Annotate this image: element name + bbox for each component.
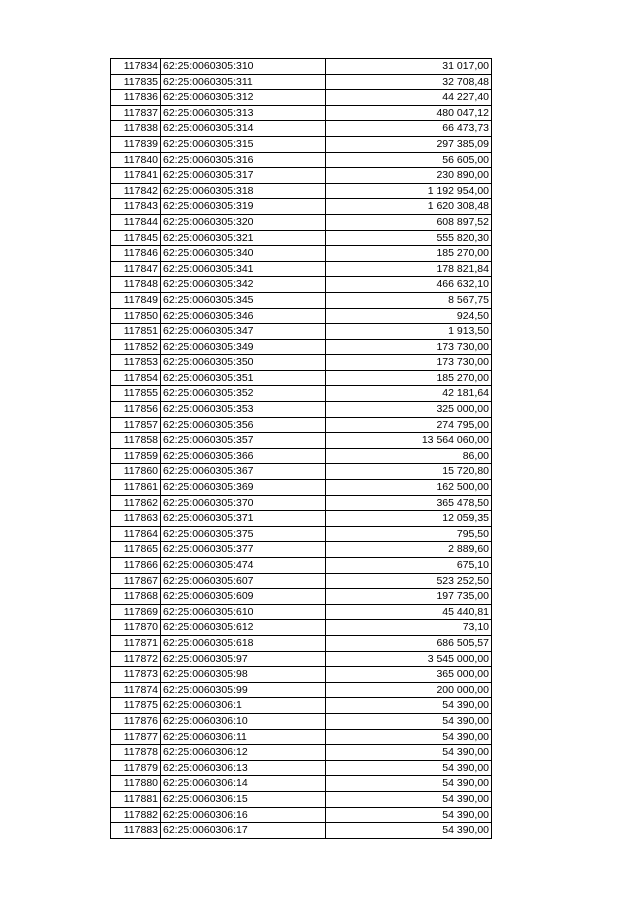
cadastral-number-cell: 62:25:0060305:356 bbox=[161, 417, 326, 433]
cadastral-value-cell: 32 708,48 bbox=[326, 74, 492, 90]
row-id-cell: 117860 bbox=[111, 464, 161, 480]
cadastral-number-cell: 62:25:0060306:16 bbox=[161, 807, 326, 823]
cadastral-value-cell: 66 473,73 bbox=[326, 121, 492, 137]
table-row bbox=[111, 620, 492, 636]
cadastral-value-cell: 54 390,00 bbox=[326, 729, 492, 745]
cadastral-value-cell: 162 500,00 bbox=[326, 480, 492, 496]
cadastral-number-cell: 62:25:0060305:357 bbox=[161, 433, 326, 449]
table-row bbox=[111, 214, 492, 230]
cadastral-value-cell: 86,00 bbox=[326, 448, 492, 464]
cadastral-number-cell: 62:25:0060305:316 bbox=[161, 152, 326, 168]
cadastral-value-cell: 1 620 308,48 bbox=[326, 199, 492, 215]
cadastral-value-cell: 54 390,00 bbox=[326, 776, 492, 792]
table-row bbox=[111, 573, 492, 589]
cadastral-number-cell: 62:25:0060305:352 bbox=[161, 386, 326, 402]
cadastral-value-cell: 3 545 000,00 bbox=[326, 651, 492, 667]
cadastral-number-cell: 62:25:0060306:11 bbox=[161, 729, 326, 745]
row-id-cell: 117876 bbox=[111, 713, 161, 729]
cadastral-number-cell: 62:25:0060306:15 bbox=[161, 791, 326, 807]
table-row bbox=[111, 745, 492, 761]
cadastral-value-cell: 15 720,80 bbox=[326, 464, 492, 480]
table-row bbox=[111, 667, 492, 683]
row-id-cell: 117858 bbox=[111, 433, 161, 449]
cadastral-value-cell: 13 564 060,00 bbox=[326, 433, 492, 449]
table-row bbox=[111, 604, 492, 620]
table-row bbox=[111, 729, 492, 745]
table-row bbox=[111, 90, 492, 106]
cadastral-value-cell: 1 192 954,00 bbox=[326, 183, 492, 199]
cadastral-value-cell: 675,10 bbox=[326, 558, 492, 574]
cadastral-value-cell: 185 270,00 bbox=[326, 246, 492, 262]
cadastral-number-cell: 62:25:0060305:612 bbox=[161, 620, 326, 636]
cadastral-value-cell: 297 385,09 bbox=[326, 136, 492, 152]
row-id-cell: 117880 bbox=[111, 776, 161, 792]
row-id-cell: 117841 bbox=[111, 168, 161, 184]
cadastral-value-cell: 56 605,00 bbox=[326, 152, 492, 168]
table-row bbox=[111, 402, 492, 418]
cadastral-value-cell: 200 000,00 bbox=[326, 682, 492, 698]
row-id-cell: 117868 bbox=[111, 589, 161, 605]
cadastral-number-cell: 62:25:0060305:315 bbox=[161, 136, 326, 152]
table-row bbox=[111, 261, 492, 277]
cadastral-value-cell: 480 047,12 bbox=[326, 105, 492, 121]
row-id-cell: 117834 bbox=[111, 59, 161, 75]
row-id-cell: 117863 bbox=[111, 511, 161, 527]
cadastral-number-cell: 62:25:0060305:351 bbox=[161, 370, 326, 386]
table-row bbox=[111, 183, 492, 199]
cadastral-value-cell: 686 505,57 bbox=[326, 635, 492, 651]
table-row bbox=[111, 511, 492, 527]
cadastral-number-cell: 62:25:0060305:99 bbox=[161, 682, 326, 698]
row-id-cell: 117851 bbox=[111, 324, 161, 340]
row-id-cell: 117875 bbox=[111, 698, 161, 714]
row-id-cell: 117842 bbox=[111, 183, 161, 199]
cadastral-number-cell: 62:25:0060305:353 bbox=[161, 402, 326, 418]
row-id-cell: 117845 bbox=[111, 230, 161, 246]
row-id-cell: 117836 bbox=[111, 90, 161, 106]
cadastral-value-cell: 54 390,00 bbox=[326, 745, 492, 761]
cadastral-value-cell: 42 181,64 bbox=[326, 386, 492, 402]
cadastral-number-cell: 62:25:0060305:371 bbox=[161, 511, 326, 527]
row-id-cell: 117864 bbox=[111, 526, 161, 542]
row-id-cell: 117840 bbox=[111, 152, 161, 168]
cadastral-number-cell: 62:25:0060305:610 bbox=[161, 604, 326, 620]
cadastral-number-cell: 62:25:0060305:314 bbox=[161, 121, 326, 137]
cadastral-number-cell: 62:25:0060305:342 bbox=[161, 277, 326, 293]
cadastral-number-cell: 62:25:0060306:1 bbox=[161, 698, 326, 714]
row-id-cell: 117835 bbox=[111, 74, 161, 90]
table-row bbox=[111, 542, 492, 558]
row-id-cell: 117846 bbox=[111, 246, 161, 262]
row-id-cell: 117859 bbox=[111, 448, 161, 464]
cadastral-value-cell: 325 000,00 bbox=[326, 402, 492, 418]
cadastral-value-cell: 54 390,00 bbox=[326, 807, 492, 823]
cadastral-value-cell: 924,50 bbox=[326, 308, 492, 324]
table-row bbox=[111, 464, 492, 480]
table-row bbox=[111, 713, 492, 729]
row-id-cell: 117866 bbox=[111, 558, 161, 574]
row-id-cell: 117839 bbox=[111, 136, 161, 152]
cadastral-number-cell: 62:25:0060305:98 bbox=[161, 667, 326, 683]
table-row bbox=[111, 246, 492, 262]
table-body bbox=[111, 59, 492, 839]
row-id-cell: 117850 bbox=[111, 308, 161, 324]
table-row bbox=[111, 230, 492, 246]
row-id-cell: 117837 bbox=[111, 105, 161, 121]
cadastral-number-cell: 62:25:0060305:341 bbox=[161, 261, 326, 277]
table-row bbox=[111, 59, 492, 75]
row-id-cell: 117867 bbox=[111, 573, 161, 589]
cadastral-number-cell: 62:25:0060305:310 bbox=[161, 59, 326, 75]
cadastral-value-cell: 2 889,60 bbox=[326, 542, 492, 558]
table-row bbox=[111, 168, 492, 184]
table-row bbox=[111, 339, 492, 355]
cadastral-value-cell: 365 000,00 bbox=[326, 667, 492, 683]
cadastral-number-cell: 62:25:0060306:14 bbox=[161, 776, 326, 792]
table-row bbox=[111, 152, 492, 168]
cadastral-number-cell: 62:25:0060305:349 bbox=[161, 339, 326, 355]
row-id-cell: 117856 bbox=[111, 402, 161, 418]
row-id-cell: 117853 bbox=[111, 355, 161, 371]
cadastral-number-cell: 62:25:0060305:319 bbox=[161, 199, 326, 215]
cadastral-value-cell: 45 440,81 bbox=[326, 604, 492, 620]
row-id-cell: 117854 bbox=[111, 370, 161, 386]
row-id-cell: 117881 bbox=[111, 791, 161, 807]
cadastral-number-cell: 62:25:0060305:317 bbox=[161, 168, 326, 184]
row-id-cell: 117861 bbox=[111, 480, 161, 496]
row-id-cell: 117879 bbox=[111, 760, 161, 776]
table-row bbox=[111, 776, 492, 792]
row-id-cell: 117862 bbox=[111, 495, 161, 511]
table-row bbox=[111, 698, 492, 714]
cadastral-value-cell: 466 632,10 bbox=[326, 277, 492, 293]
row-id-cell: 117852 bbox=[111, 339, 161, 355]
table-row bbox=[111, 74, 492, 90]
cadastral-value-cell: 54 390,00 bbox=[326, 698, 492, 714]
row-id-cell: 117883 bbox=[111, 823, 161, 839]
cadastral-number-cell: 62:25:0060305:370 bbox=[161, 495, 326, 511]
table-row bbox=[111, 386, 492, 402]
table-row bbox=[111, 823, 492, 839]
cadastral-value-cell: 44 227,40 bbox=[326, 90, 492, 106]
cadastral-number-cell: 62:25:0060306:13 bbox=[161, 760, 326, 776]
cadastral-number-cell: 62:25:0060305:375 bbox=[161, 526, 326, 542]
cadastral-value-cell: 173 730,00 bbox=[326, 339, 492, 355]
row-id-cell: 117873 bbox=[111, 667, 161, 683]
cadastral-value-cell: 12 059,35 bbox=[326, 511, 492, 527]
cadastral-value-cell: 230 890,00 bbox=[326, 168, 492, 184]
table-row bbox=[111, 308, 492, 324]
cadastral-value-cell: 523 252,50 bbox=[326, 573, 492, 589]
cadastral-number-cell: 62:25:0060305:97 bbox=[161, 651, 326, 667]
row-id-cell: 117855 bbox=[111, 386, 161, 402]
cadastral-number-cell: 62:25:0060306:10 bbox=[161, 713, 326, 729]
row-id-cell: 117874 bbox=[111, 682, 161, 698]
table-row bbox=[111, 651, 492, 667]
cadastral-number-cell: 62:25:0060305:312 bbox=[161, 90, 326, 106]
cadastral-number-cell: 62:25:0060305:377 bbox=[161, 542, 326, 558]
table-row bbox=[111, 277, 492, 293]
cadastral-number-cell: 62:25:0060306:17 bbox=[161, 823, 326, 839]
cadastral-number-cell: 62:25:0060305:320 bbox=[161, 214, 326, 230]
cadastral-number-cell: 62:25:0060305:340 bbox=[161, 246, 326, 262]
row-id-cell: 117843 bbox=[111, 199, 161, 215]
row-id-cell: 117848 bbox=[111, 277, 161, 293]
row-id-cell: 117847 bbox=[111, 261, 161, 277]
cadastral-value-cell: 1 913,50 bbox=[326, 324, 492, 340]
cadastral-number-cell: 62:25:0060305:318 bbox=[161, 183, 326, 199]
cadastral-value-cell: 178 821,84 bbox=[326, 261, 492, 277]
row-id-cell: 117844 bbox=[111, 214, 161, 230]
row-id-cell: 117865 bbox=[111, 542, 161, 558]
table-row bbox=[111, 370, 492, 386]
table-row bbox=[111, 558, 492, 574]
row-id-cell: 117882 bbox=[111, 807, 161, 823]
cadastral-value-cell: 54 390,00 bbox=[326, 791, 492, 807]
cadastral-value-cell: 185 270,00 bbox=[326, 370, 492, 386]
cadastral-value-cell: 365 478,50 bbox=[326, 495, 492, 511]
table-row bbox=[111, 292, 492, 308]
row-id-cell: 117838 bbox=[111, 121, 161, 137]
table-row bbox=[111, 480, 492, 496]
cadastral-number-cell: 62:25:0060305:313 bbox=[161, 105, 326, 121]
table-row bbox=[111, 355, 492, 371]
cadastral-value-cell: 31 017,00 bbox=[326, 59, 492, 75]
table-row bbox=[111, 589, 492, 605]
cadastral-number-cell: 62:25:0060305:346 bbox=[161, 308, 326, 324]
cadastral-value-cell: 73,10 bbox=[326, 620, 492, 636]
table-row bbox=[111, 807, 492, 823]
row-id-cell: 117872 bbox=[111, 651, 161, 667]
cadastral-number-cell: 62:25:0060305:618 bbox=[161, 635, 326, 651]
table-row bbox=[111, 791, 492, 807]
table-row bbox=[111, 433, 492, 449]
table-row bbox=[111, 136, 492, 152]
cadastral-value-cell: 54 390,00 bbox=[326, 713, 492, 729]
table-row bbox=[111, 121, 492, 137]
cadastral-value-cell: 54 390,00 bbox=[326, 760, 492, 776]
cadastral-value-cell: 173 730,00 bbox=[326, 355, 492, 371]
cadastral-value-cell: 54 390,00 bbox=[326, 823, 492, 839]
cadastral-value-cell: 274 795,00 bbox=[326, 417, 492, 433]
table-row bbox=[111, 760, 492, 776]
table-row bbox=[111, 448, 492, 464]
cadastral-number-cell: 62:25:0060305:367 bbox=[161, 464, 326, 480]
cadastral-number-cell: 62:25:0060305:345 bbox=[161, 292, 326, 308]
cadastral-number-cell: 62:25:0060305:366 bbox=[161, 448, 326, 464]
row-id-cell: 117871 bbox=[111, 635, 161, 651]
cadastral-number-cell: 62:25:0060305:350 bbox=[161, 355, 326, 371]
row-id-cell: 117849 bbox=[111, 292, 161, 308]
row-id-cell: 117869 bbox=[111, 604, 161, 620]
table-row bbox=[111, 324, 492, 340]
cadastral-value-cell: 197 735,00 bbox=[326, 589, 492, 605]
table-row bbox=[111, 199, 492, 215]
cadastral-value-cell: 795,50 bbox=[326, 526, 492, 542]
cadastral-number-cell: 62:25:0060305:609 bbox=[161, 589, 326, 605]
cadastral-number-cell: 62:25:0060305:311 bbox=[161, 74, 326, 90]
table-row bbox=[111, 635, 492, 651]
table-row bbox=[111, 526, 492, 542]
cadastral-value-cell: 555 820,30 bbox=[326, 230, 492, 246]
cadastral-value-cell: 608 897,52 bbox=[326, 214, 492, 230]
cadastral-number-cell: 62:25:0060306:12 bbox=[161, 745, 326, 761]
row-id-cell: 117878 bbox=[111, 745, 161, 761]
cadastral-value-table bbox=[110, 58, 492, 839]
table-row bbox=[111, 495, 492, 511]
row-id-cell: 117857 bbox=[111, 417, 161, 433]
cadastral-number-cell: 62:25:0060305:369 bbox=[161, 480, 326, 496]
row-id-cell: 117870 bbox=[111, 620, 161, 636]
table-row bbox=[111, 105, 492, 121]
cadastral-number-cell: 62:25:0060305:607 bbox=[161, 573, 326, 589]
row-id-cell: 117877 bbox=[111, 729, 161, 745]
cadastral-value-cell: 8 567,75 bbox=[326, 292, 492, 308]
cadastral-number-cell: 62:25:0060305:347 bbox=[161, 324, 326, 340]
table-row bbox=[111, 682, 492, 698]
cadastral-number-cell: 62:25:0060305:321 bbox=[161, 230, 326, 246]
table-row bbox=[111, 417, 492, 433]
cadastral-number-cell: 62:25:0060305:474 bbox=[161, 558, 326, 574]
